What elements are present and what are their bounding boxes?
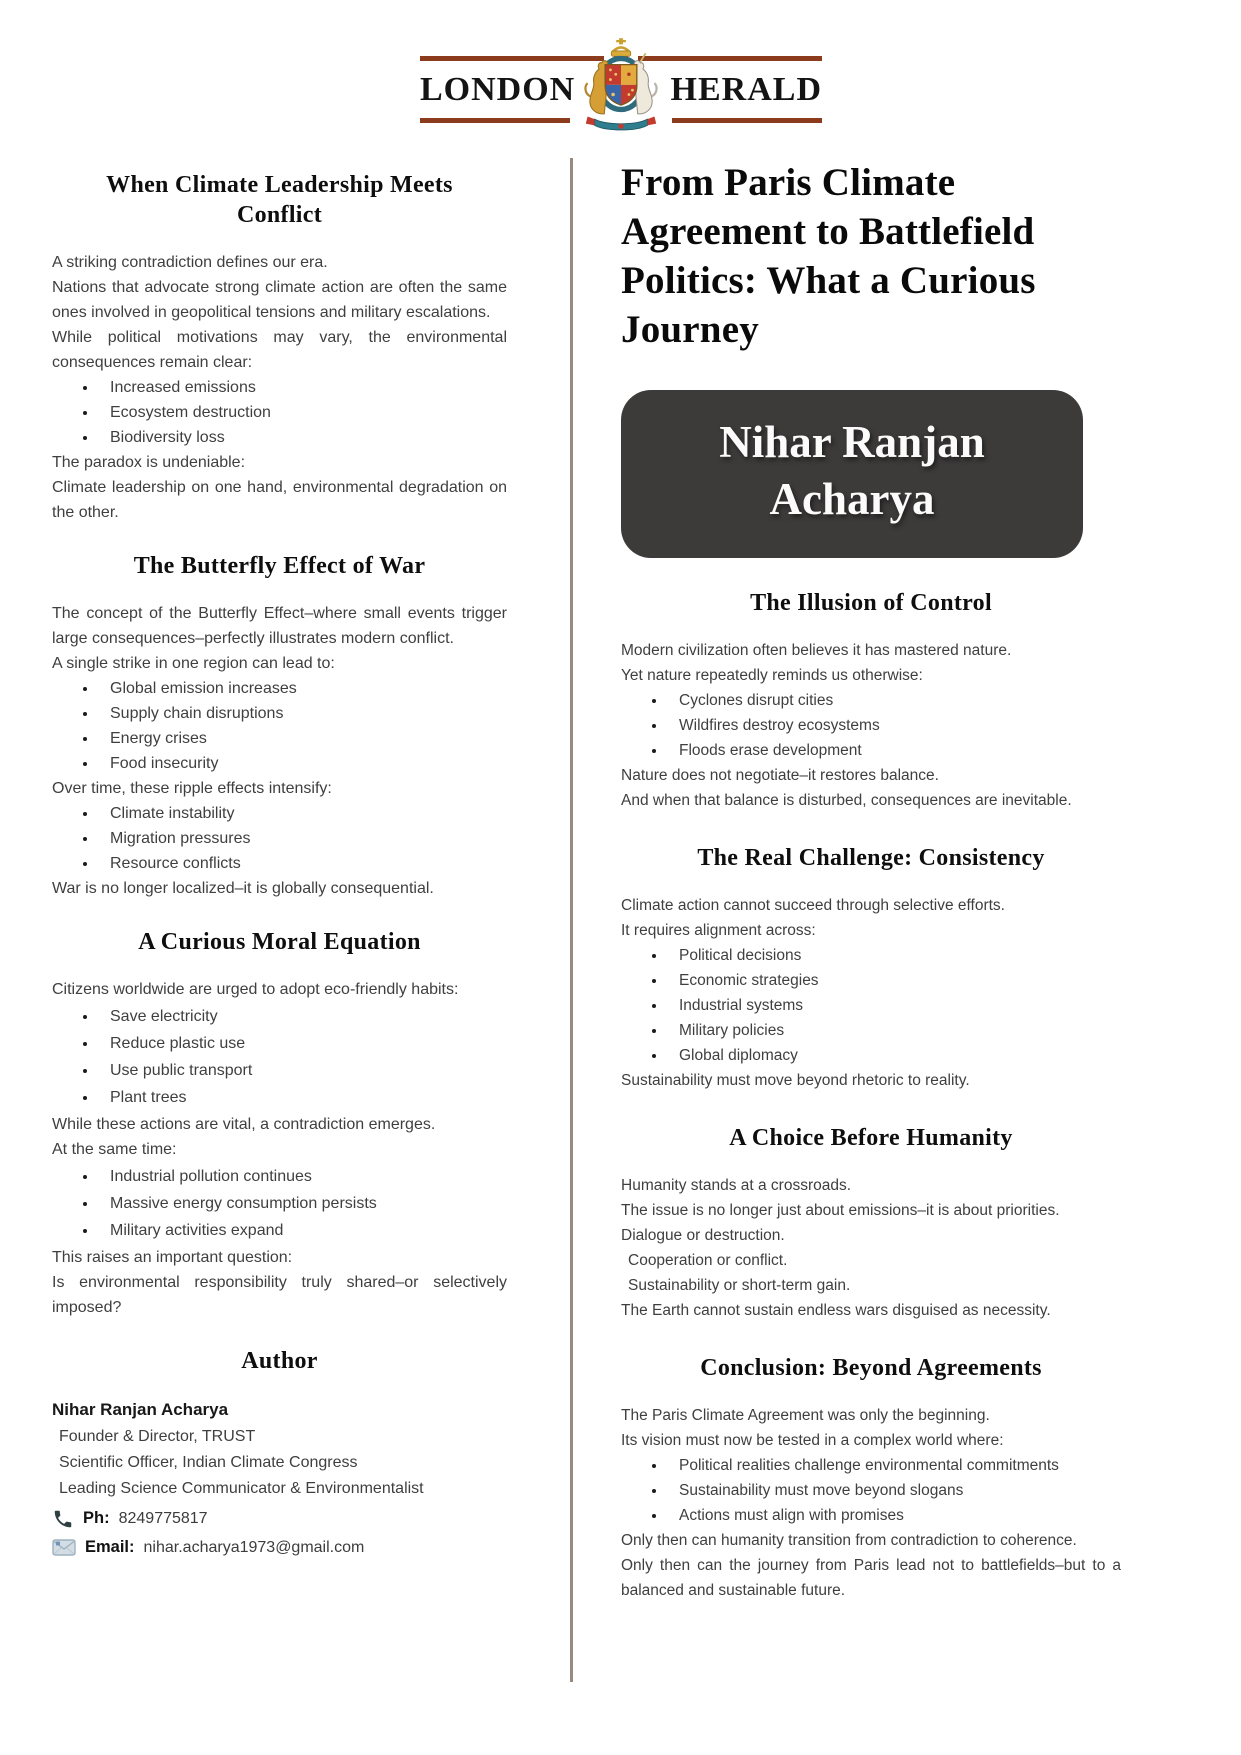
article-section <box>52 170 507 525</box>
list-item: • Biodiversity loss <box>98 425 507 450</box>
section-heading: A Choice Before Humanity <box>729 1125 1013 1151</box>
paragraph: War is no longer localized–it is globally consequential. <box>52 880 434 897</box>
paragraph: A single strike in one region can lead to: <box>52 655 335 672</box>
paragraph: It requires alignment across: <box>621 922 816 939</box>
article-section <box>621 843 1121 1093</box>
paragraph: And when that balance is disturbed, consequences are inevitable. <box>621 792 1072 809</box>
article-title: From Paris Climate Agreement to Battlefield Politics: What a Curious Journey <box>621 161 1036 351</box>
paragraph: Cooperation or conflict. <box>628 1252 788 1269</box>
masthead <box>420 48 822 140</box>
masthead-rule-top-right <box>638 56 822 61</box>
section-heading: A Curious Moral Equation <box>138 929 421 955</box>
paragraph: Nature does not negotiate–it restores balance. <box>621 767 939 784</box>
list-item: • Economic strategies <box>667 968 1121 993</box>
contact-label: Ph: <box>83 1509 110 1527</box>
list-item: • Ecosystem destruction <box>98 400 507 425</box>
section-heading: When Climate Leadership Meets Conflict <box>106 172 453 228</box>
section-heading: The Butterfly Effect of War <box>133 553 426 579</box>
list-item: • Political realities challenge environmental commitments <box>667 1453 1121 1478</box>
section-heading: Author <box>241 1348 318 1374</box>
bullet-list <box>52 1164 507 1243</box>
paragraph: Is environmental responsibility truly shared–or selectively imposed? <box>52 1274 507 1316</box>
contact-row <box>52 1535 507 1560</box>
bullet-list <box>621 1453 1121 1528</box>
author-name: Nihar Ranjan Acharya <box>52 1400 229 1419</box>
bullet-list <box>621 943 1121 1068</box>
role: Leading Science Communicator & Environmentalist <box>59 1480 424 1497</box>
right-column <box>621 150 1121 1603</box>
role: Founder & Director, TRUST <box>59 1428 256 1445</box>
list-item: • Food insecurity <box>98 751 507 776</box>
masthead-title-london: LONDON <box>420 71 576 108</box>
article-section <box>621 1353 1121 1603</box>
right-sections <box>621 588 1121 1603</box>
phone-icon <box>52 1508 74 1530</box>
list-item: • Floods erase development <box>667 738 1121 763</box>
paragraph: While political motivations may vary, the environmental consequences remain clear: <box>52 329 507 371</box>
bullet-list <box>621 688 1121 763</box>
paragraph: The Paris Climate Agreement was only the beginning. <box>621 1407 990 1424</box>
email-icon <box>52 1538 76 1557</box>
article-section <box>52 927 507 1320</box>
list-item: • Actions must align with promises <box>667 1503 1121 1528</box>
author-box-name: Nihar Ranjan Acharya <box>719 417 985 524</box>
list-item: • Sustainability must move beyond slogans <box>667 1478 1121 1503</box>
paragraph: At the same time: <box>52 1141 177 1158</box>
list-item: • Save electricity <box>98 1004 507 1029</box>
list-item: • Use public transport <box>98 1058 507 1083</box>
paragraph: Dialogue or destruction. <box>621 1227 785 1244</box>
list-item: • Migration pressures <box>98 826 507 851</box>
paragraph: Only then can humanity transition from contradiction to coherence. <box>621 1532 1077 1549</box>
article-section <box>621 588 1121 813</box>
article-section <box>52 551 507 901</box>
list-item: • Military policies <box>667 1018 1121 1043</box>
list-item: • Global emission increases <box>98 676 507 701</box>
section-heading: The Illusion of Control <box>750 590 992 616</box>
list-item: • Political decisions <box>667 943 1121 968</box>
paragraph: The paradox is undeniable: <box>52 454 246 471</box>
list-item: • Global diplomacy <box>667 1043 1121 1068</box>
paragraph: Its vision must now be tested in a complex world where: <box>621 1432 1004 1449</box>
paragraph: Citizens worldwide are urged to adopt eco-friendly habits: <box>52 981 459 998</box>
paragraph: The concept of the Butterfly Effect–where small events trigger large consequences–perfectly illustrates modern conflict. <box>52 605 507 647</box>
list-item: • Wildfires destroy ecosystems <box>667 713 1121 738</box>
paragraph: Humanity stands at a crossroads. <box>621 1177 852 1194</box>
paragraph: Only then can the journey from Paris lead not to battlefields–but to a balanced and sustainable future. <box>621 1557 1121 1599</box>
bullet-list <box>52 375 507 450</box>
paragraph: Climate leadership on one hand, environmental degradation on the other. <box>52 479 507 521</box>
paragraph: Yet nature repeatedly reminds us otherwise: <box>621 667 923 684</box>
paragraph: Climate action cannot succeed through selective efforts. <box>621 897 1005 914</box>
list-item: • Military activities expand <box>98 1218 507 1243</box>
list-item: • Increased emissions <box>98 375 507 400</box>
paragraph: Nations that advocate strong climate action are often the same ones involved in geopolitical tensions and military escalations. <box>52 279 507 321</box>
paragraph: A striking contradiction defines our era. <box>52 254 328 271</box>
paragraph: Over time, these ripple effects intensify: <box>52 780 332 797</box>
list-item: • Resource conflicts <box>98 851 507 876</box>
left-column <box>52 156 507 1560</box>
section-heading: The Real Challenge: Consistency <box>697 845 1045 871</box>
masthead-rule-bottom-right <box>672 118 822 123</box>
paragraph: Sustainability must move beyond rhetoric to reality. <box>621 1072 970 1089</box>
bullet-list <box>52 1004 507 1110</box>
paragraph: This raises an important question: <box>52 1249 293 1266</box>
article-section <box>52 1346 507 1560</box>
paragraph: While these actions are vital, a contradiction emerges. <box>52 1116 436 1133</box>
column-divider <box>570 158 573 1682</box>
contact-value: 8249775817 <box>118 1510 208 1527</box>
paragraph: Sustainability or short-term gain. <box>628 1277 851 1294</box>
contact-label: Email: <box>85 1538 135 1556</box>
list-item: • Industrial systems <box>667 993 1121 1018</box>
contact-row <box>52 1506 507 1531</box>
list-item: • Energy crises <box>98 726 507 751</box>
bullet-list <box>52 801 507 876</box>
list-item: • Industrial pollution continues <box>98 1164 507 1189</box>
author-name-box <box>621 390 1083 558</box>
list-item: • Climate instability <box>98 801 507 826</box>
masthead-rule-bottom-left <box>420 118 570 123</box>
masthead-title-herald: HERALD <box>670 71 822 108</box>
list-item: • Plant trees <box>98 1085 507 1110</box>
role: Scientific Officer, Indian Climate Congress <box>59 1454 358 1471</box>
paragraph: The issue is no longer just about emissions–it is about priorities. <box>621 1202 1060 1219</box>
royal-coat-of-arms-icon <box>577 38 665 137</box>
list-item: • Supply chain disruptions <box>98 701 507 726</box>
bullet-list <box>52 676 507 776</box>
list-item: • Reduce plastic use <box>98 1031 507 1056</box>
section-heading: Conclusion: Beyond Agreements <box>700 1355 1042 1381</box>
list-item: • Massive energy consumption persists <box>98 1191 507 1216</box>
contact-value: nihar.acharya1973@gmail.com <box>143 1539 365 1556</box>
paragraph: Modern civilization often believes it has mastered nature. <box>621 642 1012 659</box>
article-section <box>621 1123 1121 1323</box>
list-item: • Cyclones disrupt cities <box>667 688 1121 713</box>
paragraph: The Earth cannot sustain endless wars disguised as necessity. <box>621 1302 1051 1319</box>
